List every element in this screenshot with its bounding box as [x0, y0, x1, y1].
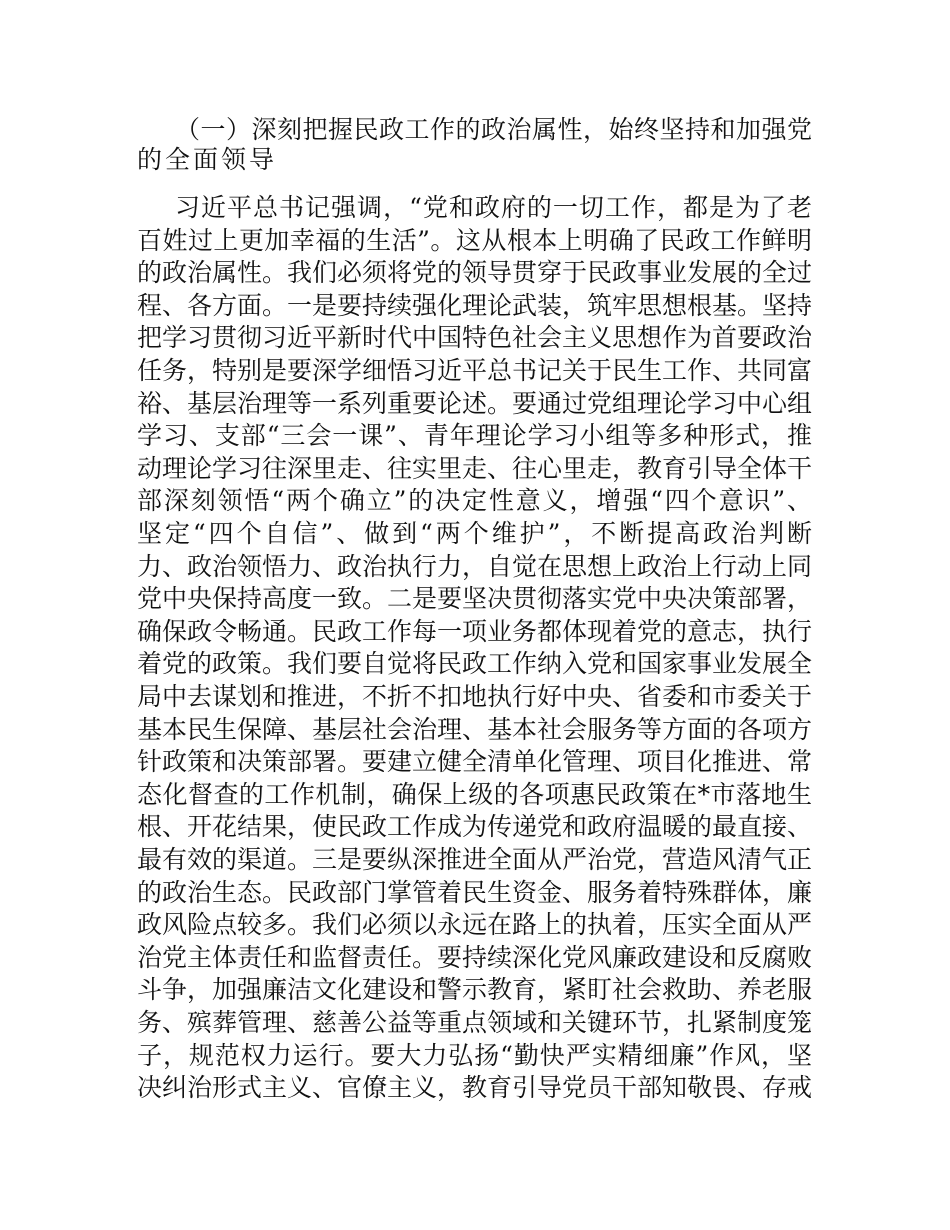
paragraph-line: 务、殡葬管理、慈善公益等重点领域和关键环节，扎紧制度笼: [137, 1008, 813, 1037]
paragraph-line: 学习、支部“三会一课”、青年理论学习小组等多种形式，推: [137, 421, 812, 451]
paragraph-line: 力、政治领悟力、政治执行力，自觉在思想上政治上行动上同: [137, 551, 813, 581]
paragraph-line: 动理论学习往深里走、往实里走、往心里走，教育引导全体干: [137, 453, 813, 483]
paragraph-line: 百姓过上更加幸福的生活”。这从根本上明确了民政工作鲜明: [137, 225, 812, 255]
paragraph-line: 基本民生保障、基层社会治理、基本社会服务等方面的各项方: [137, 714, 813, 744]
paragraph-line: 局中去谋划和推进，不折不扣地执行好中央、省委和市委关于: [137, 682, 813, 711]
paragraph-line: 子，规范权力运行。要大力弘扬“勤快严实精细廉”作风，坚: [137, 1040, 812, 1070]
paragraph-line: 治党主体责任和监督责任。要持续深化党风廉政建设和反腐败: [137, 942, 813, 972]
paragraph-line: 把学习贯彻习近平新时代中国特色社会主义思想作为首要政治: [137, 323, 813, 353]
paragraph-line: 党中央保持高度一致。二是要坚决贯彻落实党中央决策部署，: [137, 584, 813, 614]
paragraph-line: 的政治生态。民政部门掌管着民生资金、服务着特殊群体，廉: [137, 877, 813, 907]
paragraph-line: 裕、基层治理等一系列重要论述。要通过党组理论学习中心组: [137, 388, 813, 418]
paragraph-line: 程、各方面。一是要持续强化理论武装，筑牢思想根基。坚持: [137, 290, 813, 320]
paragraph-line: 针政策和决策部署。要建立健全清单化管理、项目化推进、常: [137, 747, 813, 777]
paragraph-line: 根、开花结果，使民政工作成为传递党和政府温暖的最直接、: [137, 812, 813, 842]
heading-line: （一）深刻把握民政工作的政治属性，始终坚持和加强党: [175, 115, 812, 144]
paragraph-line: 习近平总书记强调，“党和政府的一切工作，都是为了老: [175, 193, 812, 222]
paragraph-line: 最有效的渠道。三是要纵深推进全面从严治党，营造风清气正: [137, 845, 813, 874]
paragraph-line: 政风险点较多。我们必须以永远在路上的执着，压实全面从严: [137, 910, 813, 940]
paragraph-line: 态化督查的工作机制，确保上级的各项惠民政策在*市落地生: [137, 779, 812, 809]
paragraph-line: 斗争，加强廉洁文化建设和警示教育，紧盯社会救助、养老服: [137, 975, 813, 1005]
paragraph-line: 任务，特别是要深学细悟习近平总书记关于民生工作、共同富: [137, 356, 813, 385]
paragraph-line: 确保政令畅通。民政工作每一项业务都体现着党的意志，执行: [137, 616, 813, 646]
paragraph-line: 决纠治形式主义、官僚主义，教育引导党员干部知敬畏、存戒: [137, 1073, 813, 1103]
paragraph-line: 着党的政策。我们要自觉将民政工作纳入党和国家事业发展全: [137, 649, 813, 679]
heading-line: 的全面领导: [137, 145, 278, 174]
paragraph-line: 部深刻领悟“两个确立”的决定性意义，增强“四个意识”、: [137, 486, 812, 516]
paragraph-line: 的政治属性。我们必须将党的领导贯穿于民政事业发展的全过: [137, 258, 813, 288]
paragraph-line: 坚定“四个自信”、做到“两个维护”，不断提高政治判断: [137, 519, 812, 548]
